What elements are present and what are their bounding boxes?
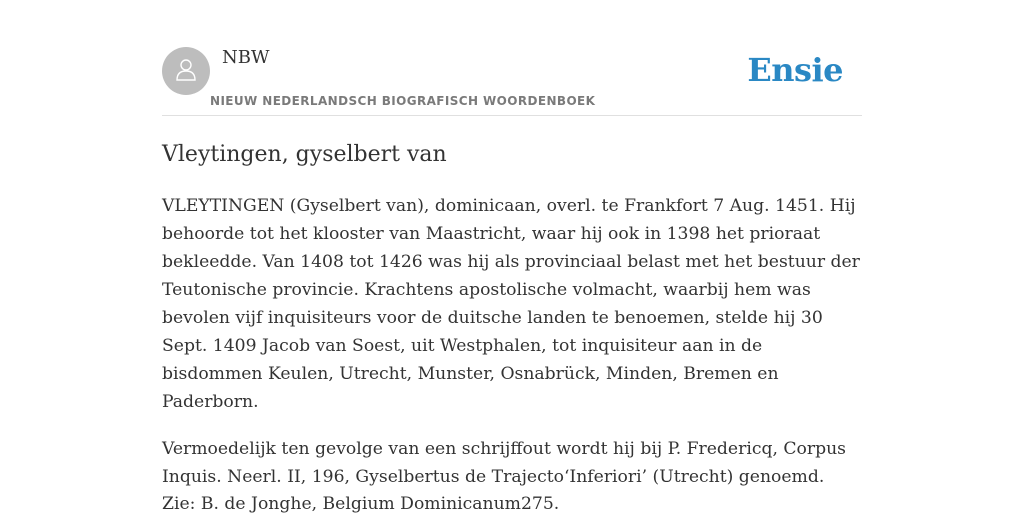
user-silhouette-icon bbox=[172, 55, 200, 87]
brand-logo[interactable]: Ensie bbox=[747, 51, 843, 89]
source-full-name: NIEUW NEDERLANDSCH BIOGRAFISCH WOORDENBOEK bbox=[210, 94, 596, 108]
entry-title: Vleytingen, gyselbert van bbox=[162, 142, 447, 167]
see-also-reference: Zie: B. de Jonghe, Belgium Dominicanum275. bbox=[162, 494, 560, 514]
source-header bbox=[162, 0, 862, 116]
source-short-name[interactable]: NBW bbox=[222, 47, 270, 68]
entry-paragraph: Vermoedelijk ten gevolge van een schrijffout wordt hij bij P. Fredericq, Corpus Inquis. Neerl. II, 196, Gyselbertus de Trajecto‘Inferiori’ (Utrecht) genoemd. bbox=[162, 439, 846, 487]
page bbox=[162, 0, 862, 514]
source-avatar[interactable] bbox=[162, 47, 210, 95]
entry-body bbox=[162, 192, 862, 510]
entry-paragraph: VLEYTINGEN (Gyselbert van), dominicaan, overl. te Frankfort 7 Aug. 1451. Hij behoorde tot het klooster van Maastricht, waar hij ook in 1398 het prioraat bekleedde. Van 1408 tot 1426 was hij als provinciaal belast met het bestuur der Teutonische provincie. Krachtens apostolische volmacht, waarbij hem was bevolen vijf inquisiteurs voor de duitsche landen te benoemen, stelde hij 30 Sept. 1409 Jacob van Soest, uit Westphalen, tot inquisiteur aan in de bisdommen Keulen, Utrecht, Munster, Osnabrück, Minden, Bremen en Paderborn. bbox=[162, 196, 860, 412]
